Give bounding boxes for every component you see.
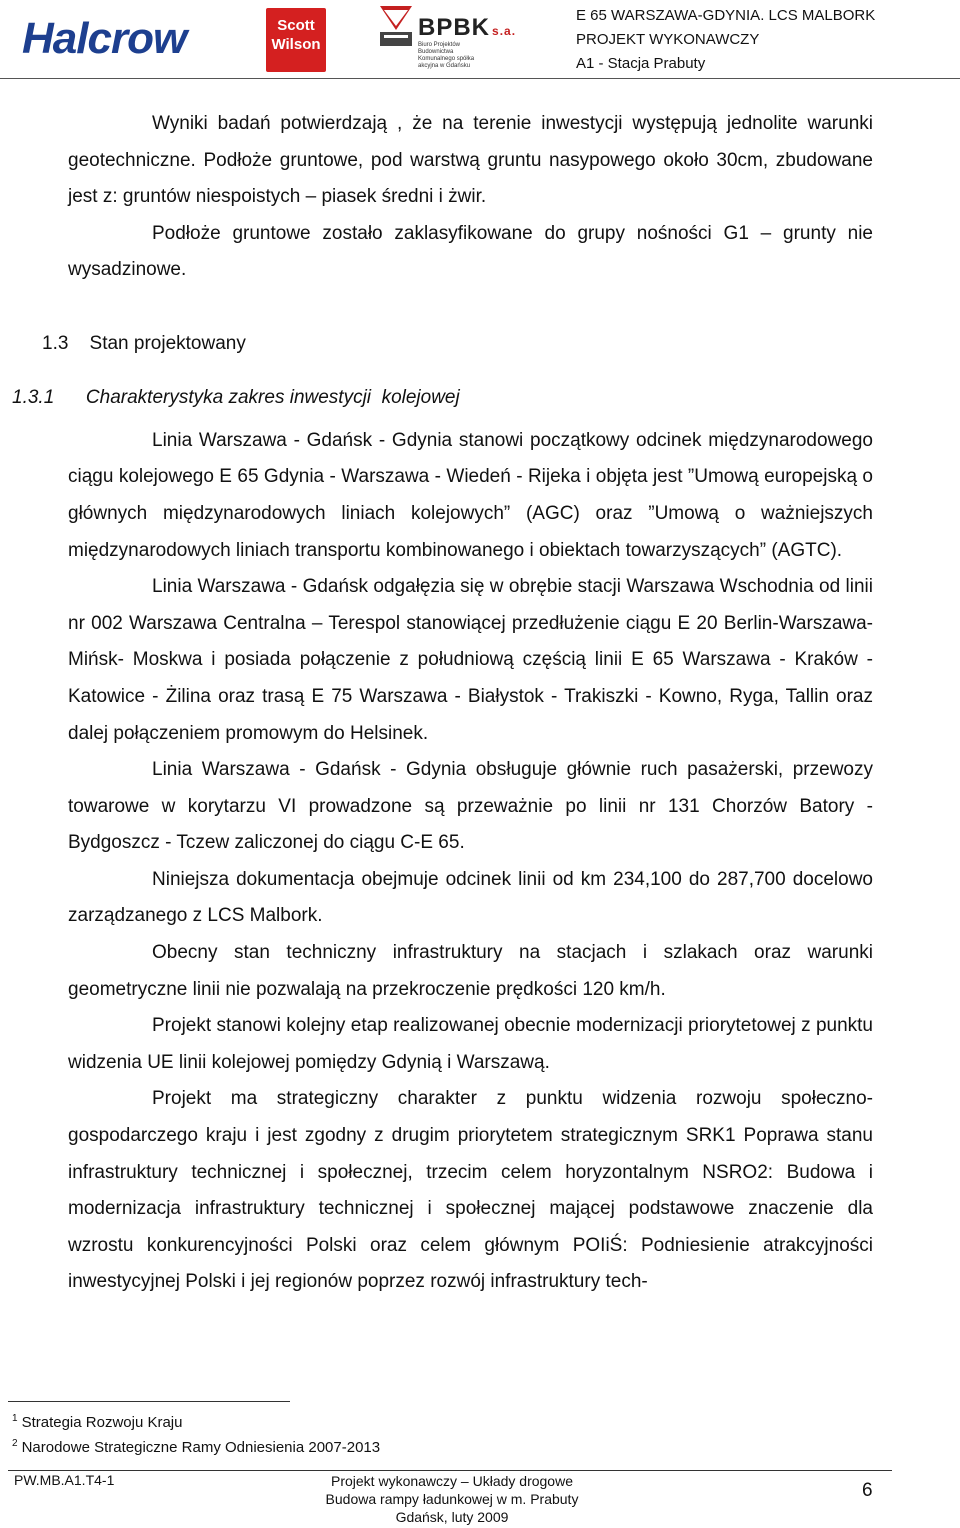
spacer	[68, 289, 873, 326]
spacer	[68, 362, 873, 380]
paragraph: Linia Warszawa - Gdańsk - Gdynia obsługuje głównie ruch pasażerski, przewozy towarowe w korytarzu VI prowadzone są przeważnie po linii nr 131 Chorzów Batory - Bydgoszcz - Tczew zaliczonej do ciągu C-E 65.	[68, 759, 873, 854]
footnote	[12, 1408, 380, 1433]
footnote-number: 1	[12, 1413, 18, 1424]
footer-line-1: Projekt wykonawczy – Układy drogowe	[331, 1473, 573, 1489]
scott-wilson-logo-line1: Scott	[277, 17, 315, 34]
paragraph: Niniejsza dokumentacja obejmuje odcinek linii od km 234,100 do 287,700 docelowo zarządzanego z LCS Malbork.	[68, 868, 873, 927]
footnote-text: Narodowe Strategiczne Ramy Odniesienia 2007-2013	[21, 1439, 381, 1456]
header-info	[576, 4, 875, 76]
paragraph: Podłoże gruntowe zostało zaklasyfikowane do grupy nośności G1 – grunty nie wysadzinowe.	[68, 222, 873, 281]
bpbk-name	[418, 14, 516, 42]
header-line-1: E 65 WARSZAWA-GDYNIA. LCS MALBORK	[576, 7, 876, 24]
bpbk-name-text: BPBK	[418, 14, 491, 41]
bpbk-sa: s.a.	[492, 24, 517, 38]
document-body	[12, 106, 873, 1301]
paragraph: Linia Warszawa - Gdańsk - Gdynia stanowi początkowy odcinek międzynarodowego ciągu kolejowego E 65 Gdynia - Warszawa - Wiedeń - Rijeka i objęta jest ”Umową europejską o głównych międzynarodowych liniach kolejowych” (AGC) oraz ”Umową o ważniejszych międzynarodowych liniach transportu kombinowanego i obiektach towarzyszących” (AGTC).	[68, 429, 873, 561]
scott-wilson-logo-line2: Wilson	[271, 36, 321, 53]
header-line-3: A1 - Stacja Prabuty	[576, 55, 706, 72]
paragraph: Projekt ma strategiczny charakter z punktu widzenia rozwoju społeczno-gospodarczego kraju i jest zgodny z drugim priorytetem strategicznym SRK1 Poprawa stanu infrastruktury technicznej i społecznej, trzecim celem horyzontalnym NSRO2: Budowa i modernizacja infrastruktury technicznej i społecznej mającej podstawowe znaczenie dla wzrostu konkurencyjności Polski oraz celem głównym POIiŚ: Podniesienie atrakcyjności inwestycyjnej Polski i jej regionów poprzez rozwój infrastruktury tech-	[68, 1088, 873, 1293]
bpbk-logo	[378, 4, 538, 76]
page-header	[0, 0, 960, 80]
footer-line-3: Gdańsk, luty 2009	[395, 1509, 509, 1525]
paragraph: Obecny stan techniczny infrastruktury na stacjach i szlakach oraz warunki geometryczne linii nie pozwalają na przekroczenie prędkości 120 km/h.	[68, 942, 873, 1000]
bpbk-subtitle: Biuro Projektów Budownictwa Komunalnego spółka akcyjna w Gdańsku	[418, 42, 475, 69]
halcrow-logo: Halcrow	[22, 14, 187, 63]
footer-doc-code: PW.MB.A1.T4-1	[14, 1472, 115, 1488]
paragraph: Projekt stanowi kolejny etap realizowanej obecnie modernizacji priorytetowej z punktu widzenia UE linii kolejowej pomiędzy Gdynią i Warszawą.	[68, 1015, 873, 1073]
bpbk-mark-icon	[378, 4, 414, 48]
footnote-number: 2	[12, 1438, 18, 1449]
header-divider	[0, 78, 960, 79]
footnote-text: Strategia Rozwoju Kraju	[21, 1414, 183, 1431]
footnotes	[12, 1408, 380, 1458]
footer-info	[270, 1472, 634, 1526]
subsection-heading: 1.3.1 Charakterystyka zakres inwestycji kolejowej	[12, 387, 460, 409]
paragraph: Wyniki badań potwierdzają , że na terenie inwestycji występują jednolite warunki geotechniczne. Podłoże gruntowe, pod warstwą gruntu nasypowego około 30cm, zbudowane jest z: gruntów niespoistych – piasek średni i żwir.	[68, 113, 873, 208]
header-line-2: PROJEKT WYKONAWCZY	[576, 31, 760, 48]
footer-line-2: Budowa rampy ładunkowej w m. Prabuty	[325, 1491, 579, 1507]
footer-divider	[8, 1470, 892, 1471]
footnote-divider	[8, 1401, 290, 1402]
paragraph: Linia Warszawa - Gdańsk odgałęzia się w obrębie stacji Warszawa Wschodnia od linii nr 002 Warszawa Centralna – Terespol stanowiącej przedłużenie ciągu E 20 Berlin-Warszawa- Mińsk- Moskwa i posiada połączenie z południową częścią linii E 65 Warszawa - Kraków - Katowice - Żilina oraz trasą E 75 Warszawa - Białystok - Trakiszki - Kowno, Ryga, Tallin oraz dalej połączeniem promowym do Helsinek.	[68, 576, 873, 744]
scott-wilson-logo	[266, 8, 326, 72]
footnote	[12, 1433, 380, 1458]
page-number: 6	[862, 1480, 873, 1501]
section-heading: 1.3 Stan projektowany	[42, 332, 246, 354]
